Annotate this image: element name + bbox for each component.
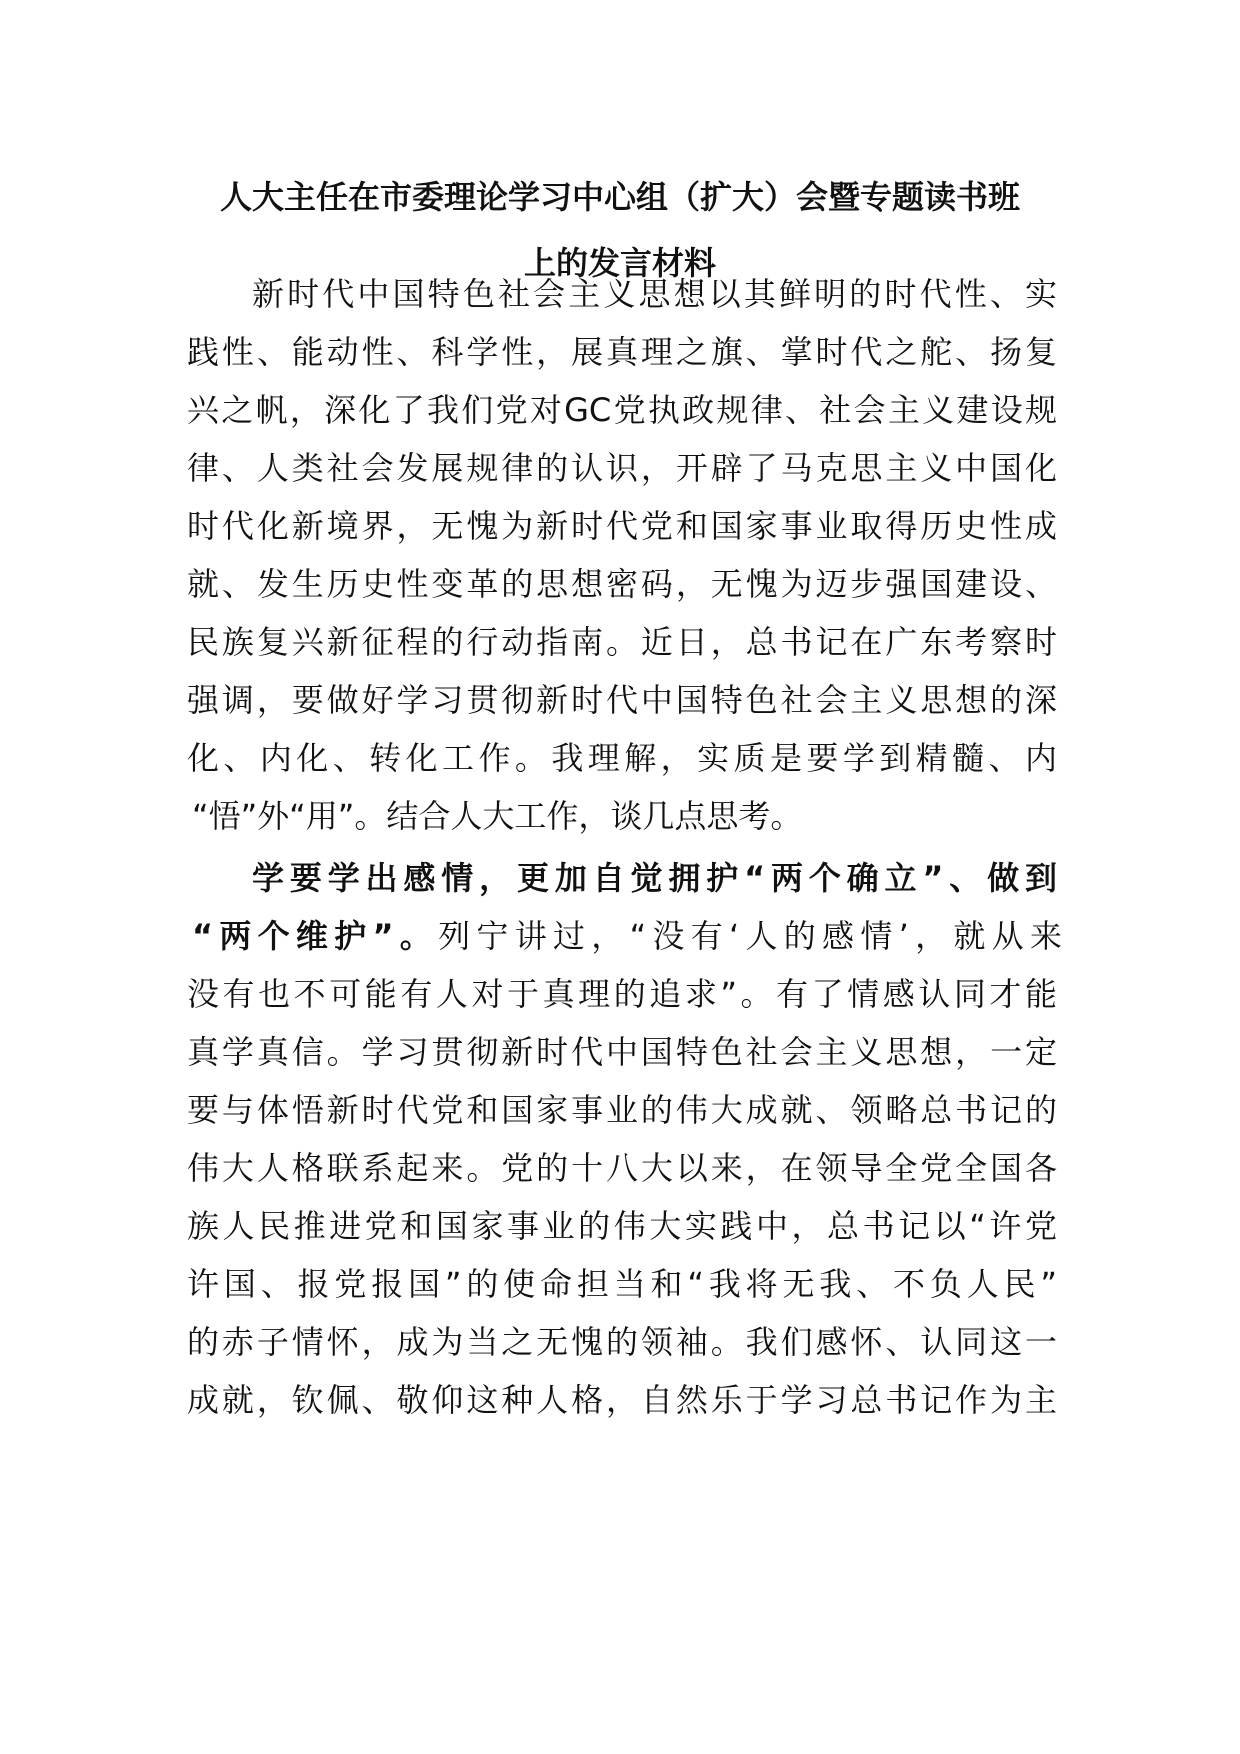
paragraph-2-line: 要与体悟新时代党和国家事业的伟大成就、领略总书记的	[187, 1091, 1057, 1129]
paragraph-2-line: 没有也不可能有人对于真理的追求”。有了情感认同才能	[187, 975, 1057, 1013]
paragraph-2-heading-end: “两个维护”。	[192, 917, 439, 955]
paragraph-2-line: 的赤子情怀，成为当之无愧的领袖。我们感怀、认同这一	[187, 1323, 1057, 1361]
paragraph-1-line: 就、发生历史性变革的思想密码，无愧为迈步强国建设、	[187, 565, 1057, 603]
paragraph-2-line-2	[192, 916, 1062, 956]
paragraph-1-line: 兴之帆，深化了我们党对GC党执政规律、社会主义建设规	[187, 391, 1057, 429]
paragraph-1-line: 时代化新境界，无愧为新时代党和国家事业取得历史性成	[187, 507, 1057, 545]
paragraph-2-line: 伟大人格联系起来。党的十八大以来，在领导全党全国各	[187, 1149, 1057, 1187]
paragraph-2-line: 许国、报党报国”的使命担当和“我将无我、不负人民”	[187, 1265, 1057, 1303]
paragraph-2-line: 族人民推进党和国家事业的伟大实践中，总书记以“许党	[187, 1207, 1057, 1245]
paragraph-2-heading: 学要学出感情，更加自觉拥护“两个确立”、做到	[252, 859, 1057, 897]
paragraph-2-line: 成就，钦佩、敬仰这种人格，自然乐于学习总书记作为主	[187, 1381, 1057, 1419]
paragraph-1-line: 强调，要做好学习贯彻新时代中国特色社会主义思想的深	[187, 681, 1057, 719]
paragraph-1-line: 民族复兴新征程的行动指南。近日，总书记在广东考察时	[187, 623, 1057, 661]
paragraph-2-line: 真学真信。学习贯彻新时代中国特色社会主义思想，一定	[187, 1033, 1057, 1071]
document-title-line-1: 人大主任在市委理论学习中心组（扩大）会暨专题读书班	[219, 178, 1020, 216]
paragraph-1-line: 律、人类社会发展规律的认识，开辟了马克思主义中国化	[187, 449, 1057, 487]
paragraph-1-line: “悟”外“用”。结合人大工作，谈几点思考。	[192, 797, 803, 835]
document-title-line-2: 上的发言材料	[523, 244, 716, 282]
paragraph-1-line: 化、内化、转化工作。我理解，实质是要学到精髓、内	[187, 739, 1057, 777]
paragraph-2-line-2-rest: 列宁讲过，“没有‘人的感情’，就从来	[438, 917, 1062, 955]
paragraph-1-line: 新时代中国特色社会主义思想以其鲜明的时代性、实	[252, 275, 1057, 313]
paragraph-1-line: 践性、能动性、科学性，展真理之旗、掌时代之舵、扬复	[187, 333, 1057, 371]
